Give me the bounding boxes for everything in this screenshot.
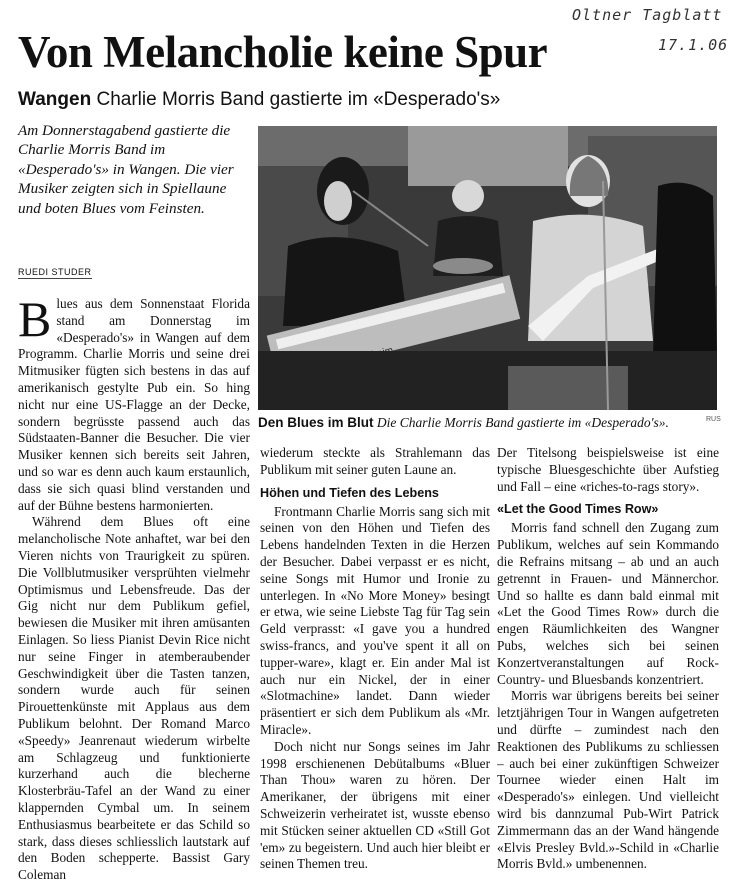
lead-paragraph: Am Donnerstagabend gastierte die Charlie Morris Band im «Desperado's» in Wangen. Die vier Musiker zeigten sich in Spiellaune und boten Blues vom Feinsten. bbox=[18, 122, 234, 217]
article-column-2 bbox=[260, 445, 490, 873]
photo-caption bbox=[258, 414, 728, 431]
headline: Von Melancholie keine Spur bbox=[18, 27, 548, 77]
article-column-3 bbox=[497, 445, 719, 873]
paragraph: Morris war übrigens bereits bei seiner letztjährigen Tour in Wangen aufgetreten und dürfte – zumindest nach den Reaktionen des Publikums zu schliessen – auch bei einer zukünftigen Schweizer Tournee wieder einen Halt im «Desperado's» einlegen. Und vielleicht wird bis dannzumal Pub-Wirt Patrick Zimmermann das an der Wand hängende «Elvis Presley Bvld.»-Schild in «Charlie Morris Bvld.» umbenennen. bbox=[497, 688, 719, 872]
subheadline bbox=[18, 88, 638, 112]
section-heading: Höhen und Tiefen des Lebens bbox=[260, 485, 439, 500]
paragraph: Doch nicht nur Songs seines im Jahr 1998 erschienenen Debütalbums «Bluer Than Thou» waren zu hören. Der Amerikaner, der übrigens mit einer Schweizerin verheiratet ist, wusste ebenso mit Stücken seiner aktuellen CD «Still Got 'em» zu begeistern. Und auch hier bleibt er seinen Themen treu. bbox=[260, 738, 490, 872]
paragraph-text: lues aus dem Sonnenstaat Florida stand am Donnerstag im «Desperado's» in Wangen auf dem Programm. Charlie Morris und seine drei Mitmusiker fügten sich bestens in das auf amerikanisch gestylte Pub ein. So hing nicht nur eine US-Flagge an der Decke, sondern begrüsste passend auch das Südstaaten-Banner die Besucher. Die vier Musiker kennen sich bereits seit Jahren, und so war es denn auch kaum erstaunlich, dass sie sich quasi blind verstanden und auf der Bühne bestens harmonierten. bbox=[18, 296, 250, 513]
paragraph: Morris fand schnell den Zugang zum Publikum, welches auf sein Kommando die Refrains mitsang – ab und an auch getrennt in Frauen- und Männerchor. Und so hallte es dann bald einmal mit «Let the Good Times Row» durch die engen Räumlichkeiten des Wangner Pubs, welches sich bei seinen Konzertveranstaltungen auf Rock-Country- und Bluesbands konzentriert. bbox=[497, 520, 719, 687]
subhead-text: Charlie Morris Band gastierte im «Desperado's» bbox=[96, 89, 501, 110]
subhead-location: Wangen bbox=[18, 89, 92, 110]
band-photo-illustration bbox=[258, 126, 717, 410]
byline: RUEDI STUDER bbox=[18, 267, 92, 277]
paragraph: Frontmann Charlie Morris sang sich mit seinen von den Höhen und Tiefen des Lebens handelnden Texten in die Herzen der Besucher. Dabei verpasst er es nicht, seine Songs mit Humor und Ironie zu unterlegen. In «No More Money» besingt er etwa, wie seine Liebste Tag für Tag sein Geld verprasst: «I gave you a hundred swiss-francs, and you've spent it all on tupper-ware», klagt er. Ein ander Mal ist auch nur ein Nickel, der in einer «Slotmachine» landet. Dann wieder präsentiert er sich dem Publikum als «Mr. Miracle». bbox=[260, 503, 490, 737]
handwritten-source-note: Oltner Tagblatt bbox=[572, 6, 723, 24]
paragraph: Der Titelsong beispielsweise ist eine typische Bluesgeschichte über Aufstieg und Fall – eine «riches-to-rags story». bbox=[497, 445, 719, 494]
article-column-1 bbox=[18, 291, 250, 884]
drop-cap: B bbox=[18, 291, 52, 347]
section-heading: «Let the Good Times Row» bbox=[497, 502, 659, 517]
paragraph bbox=[18, 291, 250, 514]
caption-italic: Die Charlie Morris Band gastierte im «Desperado's». bbox=[376, 415, 669, 430]
band-photo bbox=[258, 126, 717, 410]
paragraph: Während dem Blues oft eine melancholische Note anhaftet, war bei den Vieren nichts von Traurigkeit zu spüren. Die Vollblutmusiker versprühten vielmehr Optimismus und Lebensfreude. Das der Gig nicht nur dem Publikum gefiel, bewiesen die Musiker mit ihren amüsanten Einlagen. So liess Pianist Devin Rice nicht nur seine Finger in atemberaubender Geschwindigkeit über die Tasten tanzen, sondern wurde auch für seinen Pirouettenkünste mit Applaus aus dem Publikum belohnt. Der Romand Marco «Speedy» Jeanrenaut wiederum wirbelte am Schlagzeug und funktionierte kurzerhand auch die blecherne Klosterbräu-Tafel an der Wand zu einer klappernden Cymbal um. In seinem Enthusiasmus bearbeitete er das Schild so stark, dass dieses schliesslich lautstark auf den Boden schepperte. Bassist Gary Coleman bbox=[18, 514, 250, 883]
handwritten-date-note: 17.1.06 bbox=[658, 36, 729, 54]
paragraph: wiederum steckte als Strahlemann das Publikum mit seiner guten Laune an. bbox=[260, 445, 490, 477]
photo-credit: RUS bbox=[706, 416, 721, 423]
caption-bold: Den Blues im Blut bbox=[258, 415, 374, 430]
